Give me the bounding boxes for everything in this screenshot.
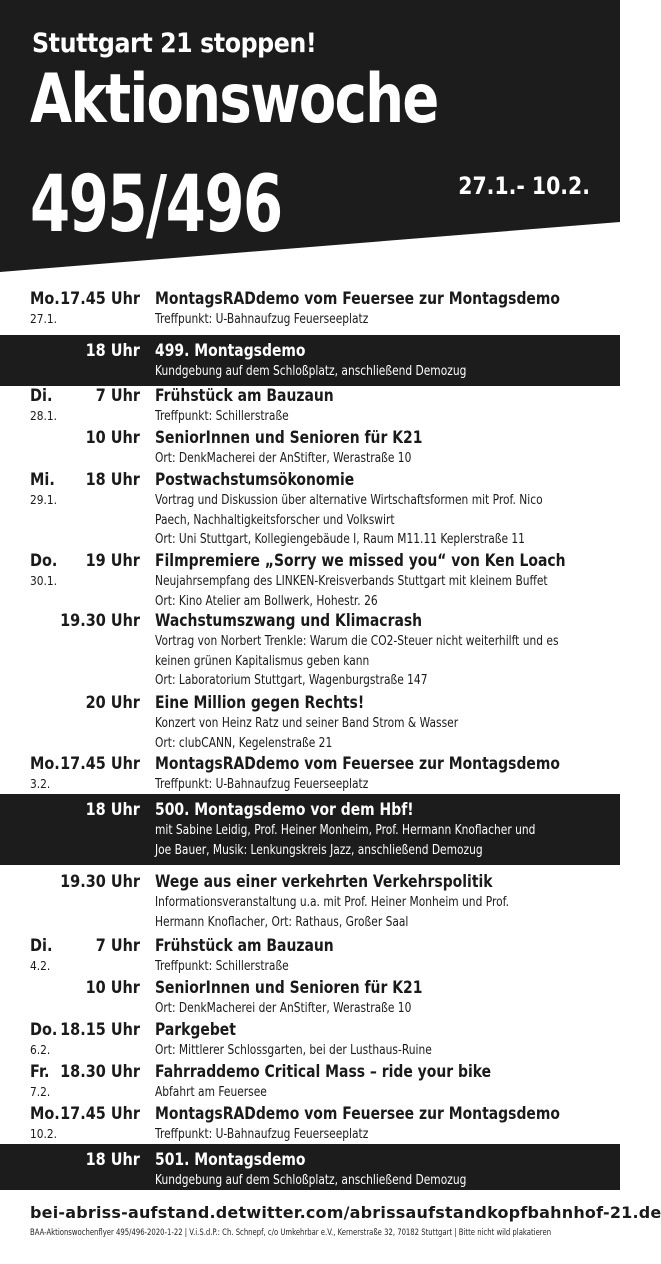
event-date: 4.2. bbox=[30, 958, 51, 973]
event-row bbox=[0, 693, 620, 754]
event-time: 19.30 Uhr bbox=[60, 611, 140, 631]
event-day: Mi. bbox=[30, 470, 55, 490]
event-day: Mo. bbox=[30, 754, 60, 774]
event-detail: Kundgebung auf dem Schloßplatz, anschließend Demozug bbox=[155, 1173, 467, 1188]
event-detail: Kundgebung auf dem Schloßplatz, anschließend Demozug bbox=[155, 364, 467, 379]
event-title: Wege aus einer verkehrten Verkehrspolitik bbox=[155, 872, 493, 892]
event-title: Postwachstumsökonomie bbox=[155, 470, 355, 490]
event-day: Fr. bbox=[30, 1062, 50, 1082]
event-title: MontagsRADdemo vom Feuersee zur Montagsdemo bbox=[155, 754, 560, 774]
event-time: 18 Uhr bbox=[85, 1150, 140, 1170]
event-row bbox=[0, 428, 620, 470]
event-day: Di. bbox=[30, 936, 53, 956]
event-detail: Treffpunkt: Schillerstraße bbox=[155, 409, 289, 424]
event-time: 7 Uhr bbox=[95, 936, 140, 956]
event-row bbox=[0, 289, 620, 332]
event-detail: Vortrag und Diskussion über alternative Wirtschaftsformen mit Prof. Nico bbox=[155, 493, 543, 508]
event-title: Parkgebet bbox=[155, 1020, 236, 1040]
event-row bbox=[0, 335, 620, 386]
event-time: 19.30 Uhr bbox=[60, 872, 140, 892]
website-link-kopfbahnhof[interactable]: kopfbahnhof-21.de bbox=[487, 1203, 661, 1222]
event-time: 10 Uhr bbox=[85, 978, 140, 998]
event-row bbox=[0, 794, 620, 865]
event-detail: Ort: DenkMacherei der AnStifter, Werastraße 10 bbox=[155, 1001, 412, 1016]
event-row bbox=[0, 1020, 620, 1062]
event-time: 17.45 Uhr bbox=[60, 289, 140, 309]
event-time: 18.15 Uhr bbox=[60, 1020, 140, 1040]
event-title: Frühstück am Bauzaun bbox=[155, 386, 334, 406]
event-detail: Treffpunkt: U-Bahnaufzug Feuerseeplatz bbox=[155, 1127, 369, 1142]
footer-links bbox=[30, 1203, 661, 1222]
event-row bbox=[0, 978, 620, 1020]
event-time: 7 Uhr bbox=[95, 386, 140, 406]
event-time: 10 Uhr bbox=[85, 428, 140, 448]
event-time: 17.45 Uhr bbox=[60, 754, 140, 774]
event-detail: Abfahrt am Feuersee bbox=[155, 1085, 267, 1100]
event-date: 3.2. bbox=[30, 776, 51, 791]
event-date: 10.2. bbox=[30, 1126, 58, 1141]
event-title: SeniorInnen und Senioren für K21 bbox=[155, 428, 423, 448]
event-date: 29.1. bbox=[30, 492, 58, 507]
event-detail: keinen grünen Kapitalismus geben kann bbox=[155, 653, 370, 669]
event-date: 7.2. bbox=[30, 1084, 51, 1099]
event-detail: Vortrag von Norbert Trenkle: Warum die CO2-Steuer nicht weiterhilft und es bbox=[155, 634, 559, 649]
event-detail: Ort: Laboratorium Stuttgart, Wagenburgstraße 147 bbox=[155, 673, 428, 688]
event-title: Filmpremiere „Sorry we missed you“ von Ken Loach bbox=[155, 551, 566, 571]
event-detail: Treffpunkt: U-Bahnaufzug Feuerseeplatz bbox=[155, 312, 369, 327]
event-row bbox=[0, 611, 620, 693]
event-detail: mit Sabine Leidig, Prof. Heiner Monheim, Prof. Hermann Knoflacher und bbox=[155, 823, 536, 838]
event-title: Wachstumszwang und Klimacrash bbox=[155, 611, 423, 631]
event-detail: Informationsveranstaltung u.a. mit Prof. Heiner Monheim und Prof. bbox=[155, 895, 510, 910]
header-banner bbox=[0, 0, 620, 272]
event-time: 18.30 Uhr bbox=[60, 1062, 140, 1082]
twitter-link[interactable]: twitter.com/abrissaufstand bbox=[238, 1203, 488, 1222]
event-title: Fahrraddemo Critical Mass – ride your bike bbox=[155, 1062, 492, 1082]
event-title: 499. Montagsdemo bbox=[155, 341, 306, 361]
event-title: Eine Million gegen Rechts! bbox=[155, 693, 365, 713]
event-date: 6.2. bbox=[30, 1042, 51, 1057]
event-row bbox=[0, 1104, 620, 1146]
event-date: 28.1. bbox=[30, 408, 58, 423]
imprint-text: BAA-Aktionswochenflyer 495/496-2020-1-22 | V.i.S.d.P.: Ch. Schnepf, c/o Umkehrbar e.V., Kernerstraße 32, 70182 Stuttgart | Bitte nicht wild plakatieren bbox=[30, 1227, 552, 1237]
event-row bbox=[0, 936, 620, 978]
event-detail: Hermann Knoflacher, Ort: Rathaus, Großer Saal bbox=[155, 914, 409, 930]
event-title: MontagsRADdemo vom Feuersee zur Montagsdemo bbox=[155, 1104, 560, 1124]
event-row bbox=[0, 872, 620, 936]
page-title: Aktionswoche bbox=[30, 60, 438, 139]
date-range: 27.1.- 10.2. bbox=[458, 172, 590, 200]
event-detail: Ort: DenkMacherei der AnStifter, Werastraße 10 bbox=[155, 451, 412, 466]
event-detail: Ort: Kino Atelier am Bollwerk, Hohestr. 26 bbox=[155, 593, 378, 609]
event-date: 30.1. bbox=[30, 573, 58, 588]
event-row bbox=[0, 754, 620, 797]
event-time: 18 Uhr bbox=[85, 341, 140, 361]
event-title: SeniorInnen und Senioren für K21 bbox=[155, 978, 423, 998]
event-day: Di. bbox=[30, 386, 53, 406]
event-title: Frühstück am Bauzaun bbox=[155, 936, 334, 956]
event-time: 20 Uhr bbox=[85, 693, 140, 713]
event-time: 18 Uhr bbox=[85, 470, 140, 490]
event-detail: Treffpunkt: U-Bahnaufzug Feuerseeplatz bbox=[155, 777, 369, 792]
kicker-text: Stuttgart 21 stoppen! bbox=[32, 28, 317, 59]
event-detail: Paech, Nachhaltigkeitsforscher und Volkswirt bbox=[155, 512, 395, 528]
event-row bbox=[0, 470, 620, 551]
event-title: 500. Montagsdemo vor dem Hbf! bbox=[155, 800, 414, 820]
event-time: 18 Uhr bbox=[85, 800, 140, 820]
event-day: Mo. bbox=[30, 289, 60, 309]
event-detail: Treffpunkt: Schillerstraße bbox=[155, 959, 289, 974]
event-row bbox=[0, 1062, 620, 1104]
event-detail: Ort: clubCANN, Kegelenstraße 21 bbox=[155, 735, 333, 751]
event-detail: Joe Bauer, Musik: Lenkungskreis Jazz, anschließend Demozug bbox=[155, 842, 483, 858]
event-row bbox=[0, 386, 620, 428]
event-day: Mo. bbox=[30, 1104, 60, 1124]
event-date: 27.1. bbox=[30, 311, 58, 326]
website-link-aufstand[interactable]: bei-abriss-aufstand.de bbox=[30, 1203, 239, 1222]
event-row bbox=[0, 551, 620, 611]
event-row bbox=[0, 1144, 620, 1190]
event-title: 501. Montagsdemo bbox=[155, 1150, 306, 1170]
event-day: Do. bbox=[30, 551, 58, 571]
event-time: 17.45 Uhr bbox=[60, 1104, 140, 1124]
event-detail: Ort: Mittlerer Schlossgarten, bei der Lusthaus-Ruine bbox=[155, 1043, 432, 1058]
event-detail: Ort: Uni Stuttgart, Kollegiengebäude I, Raum M11.11 Keplerstraße 11 bbox=[155, 532, 525, 547]
week-number: 495/496 bbox=[30, 160, 282, 250]
event-detail: Neujahrsempfang des LINKEN-Kreisverbands Stuttgart mit kleinem Buffet bbox=[155, 574, 548, 589]
event-detail: Konzert von Heinz Ratz und seiner Band Strom & Wasser bbox=[155, 716, 459, 731]
event-time: 19 Uhr bbox=[85, 551, 140, 571]
event-title: MontagsRADdemo vom Feuersee zur Montagsdemo bbox=[155, 289, 560, 309]
event-day: Do. bbox=[30, 1020, 58, 1040]
